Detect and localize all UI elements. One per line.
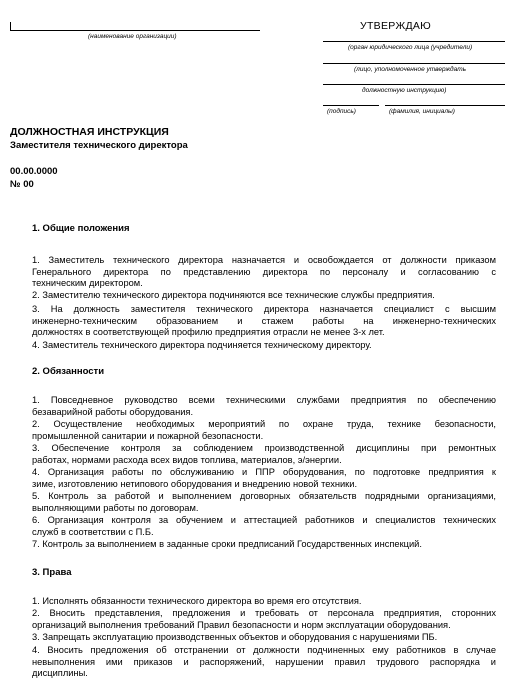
document-title: ДОЛЖНОСТНАЯ ИНСТРУКЦИЯ bbox=[10, 126, 169, 138]
approver-line-1 bbox=[323, 41, 505, 42]
list-item: 4. Вносить предложения об отстранении от должности подчиненных ему работников в случае невыполнения ими приказов и распоряжений, нарушении правил трудового распорядка и дисциплины. bbox=[32, 645, 496, 679]
name-line bbox=[385, 105, 505, 106]
signature-caption: (подпись) bbox=[327, 108, 356, 115]
org-name-caption: (наименование организации) bbox=[88, 33, 177, 40]
list-item: 3. На должность заместителя технического директора назначается специалист с высшим инженерно-техническим образованием и стажем работы на инженерно-технических должностях в соответствующей профилю предприятия отрасли не менее 3-х лет. bbox=[32, 304, 496, 338]
document-subtitle: Заместителя технического директора bbox=[10, 140, 188, 151]
list-item: 1. Исполнять обязанности технического директора во время его отсутствия. bbox=[32, 596, 362, 606]
name-caption: (фамилия, инициалы) bbox=[389, 108, 455, 115]
signature-line bbox=[323, 105, 379, 106]
list-item: 2. Заместителю технического директора подчиняются все технические службы предприятия. bbox=[32, 290, 435, 300]
list-item: 4. Заместитель технического директора подчиняется техническому директору. bbox=[32, 340, 372, 350]
list-item: 2. Осуществление необходимых мероприятий по охране труда, технике безопасности, промышленной санитарии и пожарной безопасности. bbox=[32, 419, 496, 441]
document-date: 00.00.0000 bbox=[10, 166, 58, 177]
list-item: 1. Заместитель технического директора назначается и освобождается от должности приказом Генерального директора по представлению директора по персоналу и согласованию с техническим директором. bbox=[32, 255, 496, 289]
list-item: 3. Обеспечение контроля за соблюдением производственной дисциплины при ремонтных работах, нормами расхода всех видов топлива, материалов, э/энергии. bbox=[32, 443, 496, 465]
list-item: 7. Контроль за выполнением в заданные сроки предписаний Государственных инспекций. bbox=[32, 539, 422, 549]
org-name-line bbox=[10, 30, 260, 31]
org-name-line-tick bbox=[10, 22, 11, 31]
list-item: 5. Контроль за работой и выполнением договорных обязательств подрядными организациями, выполняющими работы по договорам. bbox=[32, 491, 496, 513]
approve-label: УТВЕРЖДАЮ bbox=[360, 20, 432, 32]
section-heading: 1. Общие положения bbox=[32, 223, 130, 234]
list-item: 1. Повседневное руководство всеми техническими службами предприятия по обеспечению безаварийной работы оборудования. bbox=[32, 395, 496, 417]
approver-line-3 bbox=[323, 84, 505, 85]
approver-caption-2: (лицо, уполномоченное утверждать bbox=[354, 66, 467, 73]
list-item: 6. Организация контроля за обучением и аттестацией работников и специалистов технических служб в соответствии с П.Б. bbox=[32, 515, 496, 537]
section-heading: 2. Обязанности bbox=[32, 366, 105, 377]
approver-caption-3: должностную инструкцию) bbox=[362, 87, 447, 94]
list-item: 3. Запрещать эксплуатацию производственных объектов и оборудования с нарушениями ПБ. bbox=[32, 632, 438, 642]
document-number: № 00 bbox=[10, 179, 34, 190]
section-heading: 3. Права bbox=[32, 567, 72, 578]
list-item: 4. Организация работы по обслуживанию и ППР оборудования, по подготовке предприятия к зиме, изготовлению нетипового оборудования и внедрению новой техники. bbox=[32, 467, 496, 489]
approver-caption-1: (орган юридического лица (учредители) bbox=[348, 44, 473, 51]
approver-line-2 bbox=[323, 63, 505, 64]
list-item: 2. Вносить представления, предложения и требовать от персонала предприятия, сторонних организаций выполнения требований Правил безопасности и норм эксплуатации оборудования. bbox=[32, 608, 496, 630]
